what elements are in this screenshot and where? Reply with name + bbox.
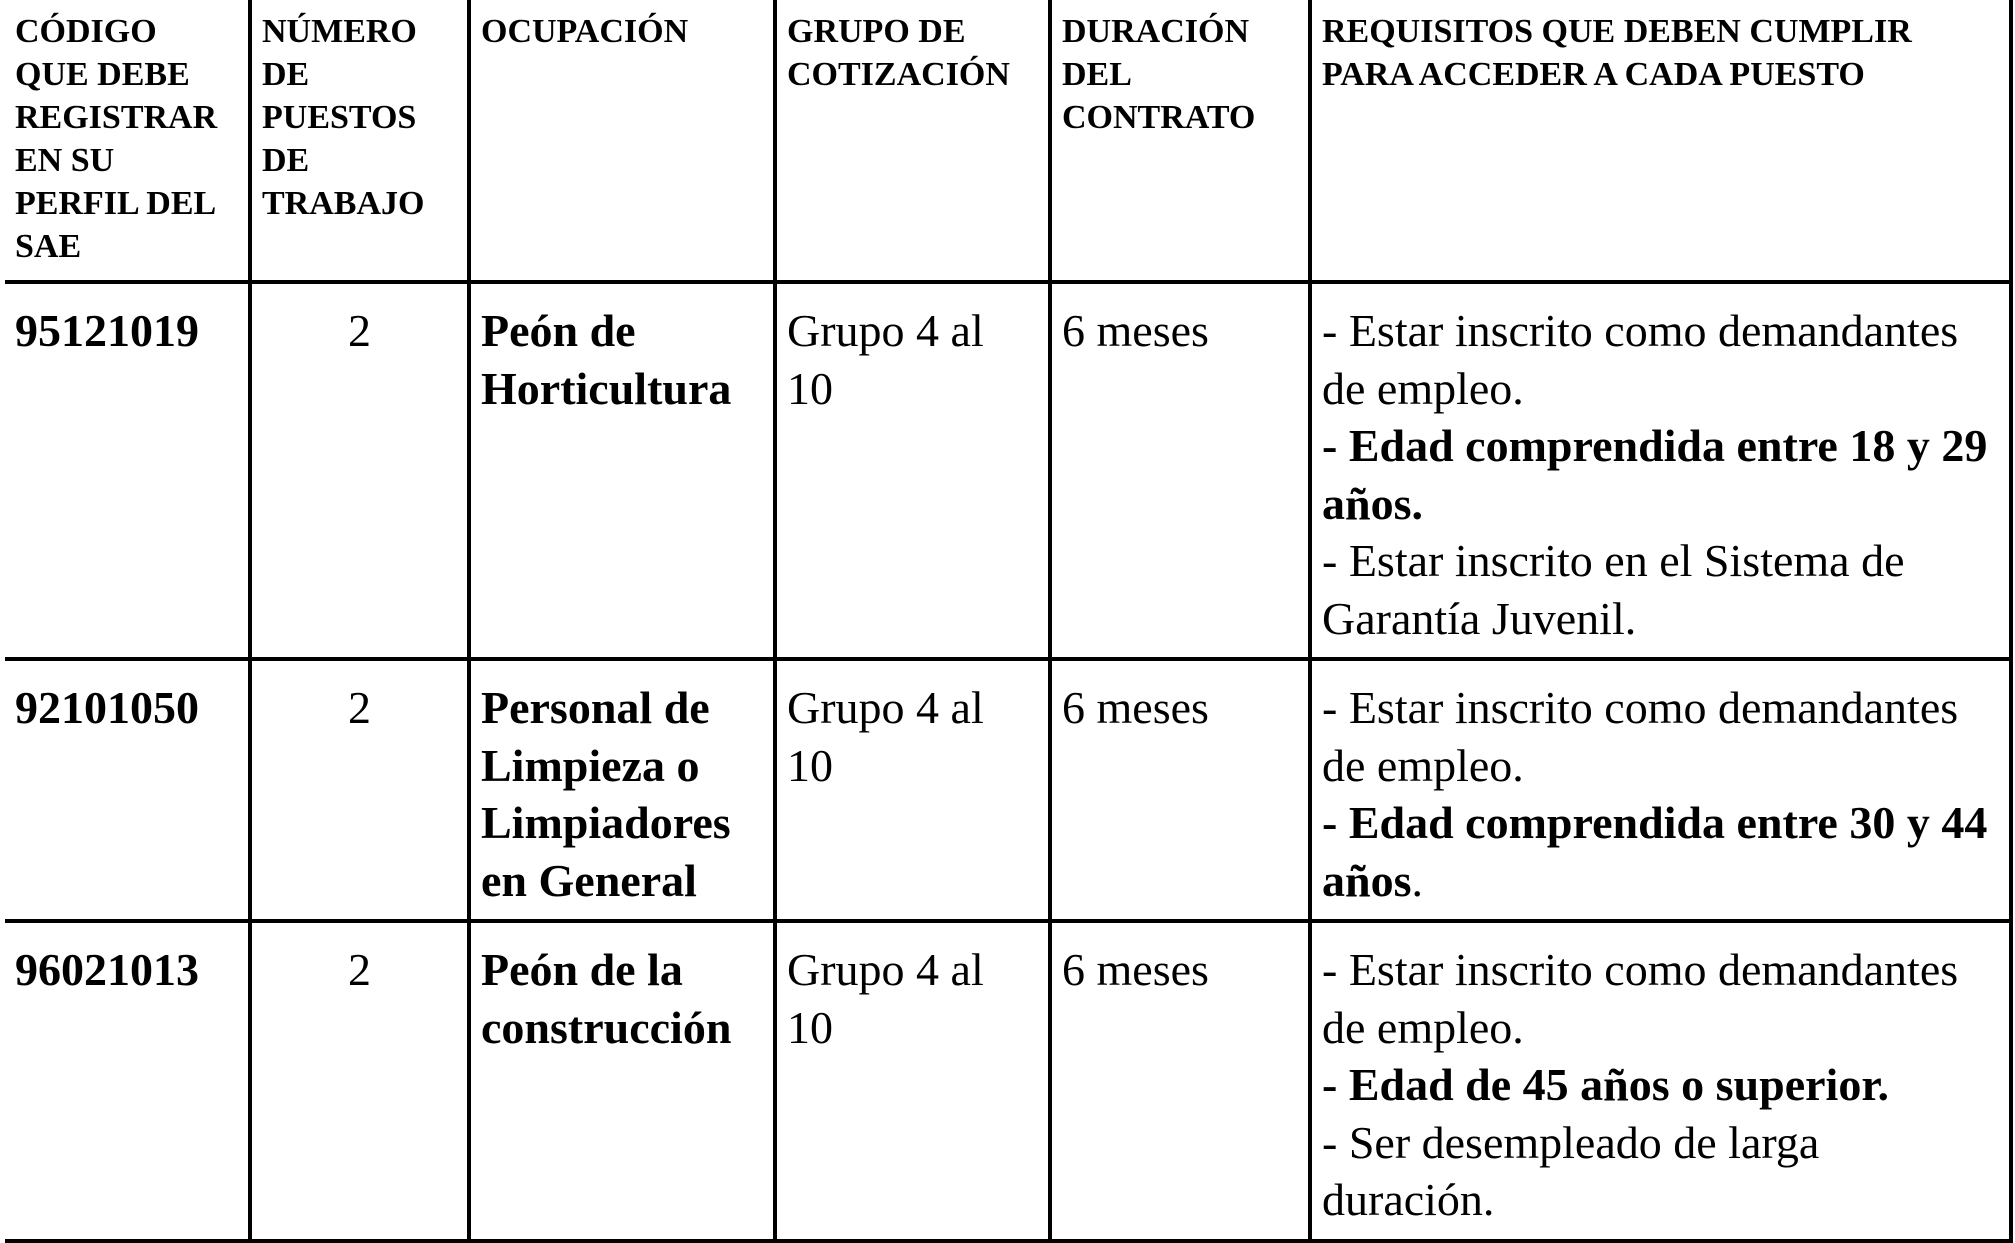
requirement-item [1322, 794, 1999, 909]
requirement-item [1322, 1114, 1999, 1229]
header-requirements: REQUISITOS QUE DEBEN CUMPLIR PARA ACCEDER A CADA PUESTO [1310, 0, 2011, 282]
requirement-item [1322, 532, 1999, 647]
table-row [5, 659, 2011, 921]
cell-requirements [1310, 659, 2011, 921]
cell-occupation: Peón de Horticultura [469, 282, 775, 659]
requirement-text: - Ser desempleado de larga duración. [1322, 1116, 1831, 1225]
requirement-item [1322, 1056, 1999, 1114]
cell-code: 96021013 [5, 921, 250, 1241]
cell-positions: 2 [250, 659, 469, 921]
cell-occupation: Peón de la construcción [469, 921, 775, 1241]
job-offers-table [5, 0, 2013, 1243]
table-row [5, 282, 2011, 659]
cell-contract-duration: 6 meses [1050, 921, 1310, 1241]
cell-contribution-group: Grupo 4 al 10 [775, 921, 1050, 1241]
requirement-item [1322, 679, 1999, 794]
requirement-item [1322, 417, 1999, 532]
cell-positions: 2 [250, 921, 469, 1241]
cell-code: 92101050 [5, 659, 250, 921]
requirement-text-bold: - Edad comprendida entre 18 y 29 años. [1322, 420, 1999, 529]
cell-positions: 2 [250, 282, 469, 659]
table-row [5, 921, 2011, 1241]
header-contract-duration: DURACIÓN DEL CONTRATO [1050, 0, 1310, 282]
requirement-text-bold: - Edad comprendida entre 30 y 44 años [1322, 797, 1999, 906]
requirement-text-bold: - Edad de 45 años o superior. [1322, 1059, 1890, 1110]
header-code: CÓDIGO QUE DEBE REGISTRAR EN SU PERFIL DEL SAE [5, 0, 250, 282]
cell-code: 95121019 [5, 282, 250, 659]
header-positions: NÚMERO DE PUESTOS DE TRABAJO [250, 0, 469, 282]
cell-contract-duration: 6 meses [1050, 282, 1310, 659]
requirement-text: - Estar inscrito en el Sistema de Garantía Juvenil. [1322, 535, 1917, 644]
requirement-text: - Estar inscrito como demandantes de empleo. [1322, 944, 1970, 1053]
requirement-text: - Estar inscrito como demandantes de empleo. [1322, 305, 1970, 414]
cell-requirements [1310, 282, 2011, 659]
cell-contract-duration: 6 meses [1050, 659, 1310, 921]
requirement-item [1322, 941, 1999, 1056]
cell-requirements [1310, 921, 2011, 1241]
header-occupation: OCUPACIÓN [469, 0, 775, 282]
header-contribution-group: GRUPO DE COTIZACIÓN [775, 0, 1050, 282]
table-header-row [5, 0, 2011, 282]
cell-occupation: Personal de Limpieza o Limpiadores en General [469, 659, 775, 921]
requirement-text: - Estar inscrito como demandantes de empleo. [1322, 682, 1970, 791]
requirement-item [1322, 302, 1999, 417]
cell-contribution-group: Grupo 4 al 10 [775, 282, 1050, 659]
cell-contribution-group: Grupo 4 al 10 [775, 659, 1050, 921]
requirement-text: . [1411, 854, 1423, 906]
